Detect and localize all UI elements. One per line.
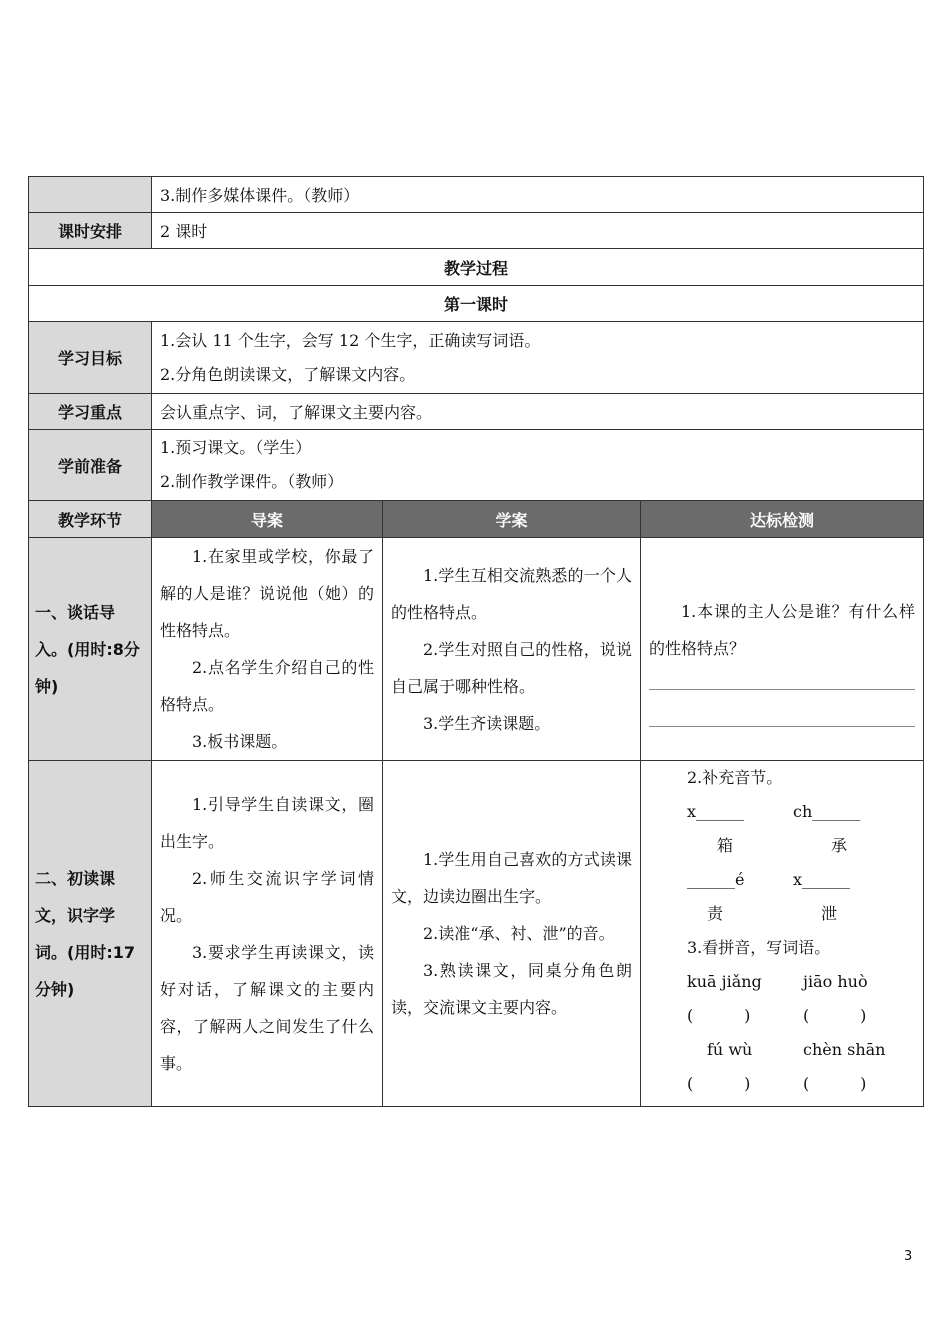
study-item: 2.学生对照自己的性格，说说自己属于哪种性格。: [391, 639, 632, 696]
char-row: [687, 829, 915, 863]
row-process-title: [29, 249, 924, 286]
guide-item: 2.点名学生介绍自己的性格特点。: [160, 658, 374, 714]
pinyin-row: [687, 1033, 915, 1067]
goal-item: 2.分角色朗读课文，了解课文内容。: [160, 364, 416, 384]
check-question: 2.补充音节。: [687, 768, 783, 787]
pinyin-row: [687, 965, 915, 999]
preparation-label: 学前准备: [29, 430, 152, 501]
lesson-plan-table: [28, 176, 924, 1107]
guide-item: 1.引导学生自读课文，圈出生字。: [160, 794, 374, 851]
row-prep-continued: [29, 177, 924, 213]
stage-1-guide: [152, 538, 383, 761]
session-title: 第一课时: [29, 286, 924, 322]
check-question: 1.本课的主人公是谁？有什么样的性格特点？: [649, 602, 915, 658]
syllable-blank: x______: [793, 870, 851, 889]
column-stage-header: 教学环节: [29, 501, 152, 538]
row-goals: [29, 322, 924, 394]
pinyin-word: kuā jiǎng: [687, 972, 762, 991]
syllable-row: [687, 795, 915, 829]
guide-item: 3.板书课题。: [192, 732, 288, 751]
pinyin-word: fú wù: [707, 1040, 753, 1059]
syllable-blank: ch______: [793, 802, 861, 821]
row-session-title: [29, 286, 924, 322]
stage-1-name: 一、谈话导入。(用时:8分钟): [29, 538, 152, 761]
syllable-row: [687, 863, 915, 897]
focus-label: 学习重点: [29, 394, 152, 430]
study-item: 1.学生互相交流熟悉的一个人的性格特点。: [391, 565, 632, 622]
answer-bracket: ( ): [803, 1074, 867, 1093]
row-stage-1: [29, 538, 924, 761]
syllable-char: 泄: [821, 904, 838, 923]
stage-2-check: [641, 761, 924, 1107]
check-question: 3.看拼音，写词语。: [687, 938, 831, 957]
schedule-label: 课时安排: [29, 213, 152, 249]
guide-item: 3.要求学生再读课文，读好对话，了解课文的主要内容，了解两人之间发生了什么事。: [160, 942, 374, 1073]
syllable-char: 箱: [717, 836, 734, 855]
answer-line: [649, 726, 915, 727]
row-preparation: [29, 430, 924, 501]
schedule-value: 2 课时: [152, 213, 924, 249]
page-number: 3: [904, 1249, 913, 1264]
stage-1-study: [383, 538, 641, 761]
stage-1-check: [641, 538, 924, 761]
focus-value: 会认重点字、词，了解课文主要内容。: [152, 394, 924, 430]
stage-2-study: [383, 761, 641, 1107]
study-item: 3.学生齐读课题。: [423, 713, 551, 733]
guide-item: 1.在家里或学校，你最了解的人是谁？说说他（她）的性格特点。: [160, 547, 374, 640]
syllable-char: 责: [707, 904, 724, 923]
study-item: 2.读准“承、衬、泄”的音。: [423, 924, 615, 943]
column-guide-header: 导案: [152, 501, 383, 538]
preparation-cell: [152, 430, 924, 501]
syllable-char: 承: [831, 836, 848, 855]
row-focus: [29, 394, 924, 430]
study-item: 1.学生用自己喜欢的方式读课文，边读边圈出生字。: [391, 850, 632, 906]
pinyin-word: chèn shān: [803, 1040, 886, 1059]
answer-row: [687, 999, 915, 1033]
row-column-headers: [29, 501, 924, 538]
goals-cell: [152, 322, 924, 394]
pinyin-word: jiāo huò: [803, 972, 868, 991]
syllable-blank: ______é: [687, 870, 745, 889]
answer-line: [649, 689, 915, 690]
study-item: 3.熟读课文，同桌分角色朗读，交流课文主要内容。: [391, 961, 632, 1017]
preparation-item: 1.预习课文。（学生）: [160, 438, 312, 457]
char-row: [687, 897, 915, 931]
prep-label-cell: [29, 177, 152, 213]
answer-bracket: ( ): [803, 1006, 867, 1025]
row-stage-2: [29, 761, 924, 1107]
stage-2-name: 二、初读课文，识字学词。(用时:17分钟): [29, 761, 152, 1107]
stage-2-guide: [152, 761, 383, 1107]
column-check-header: 达标检测: [641, 501, 924, 538]
goal-item: 1.会认 11 个生字，会写 12 个生字，正确读写词语。: [160, 330, 541, 350]
process-title: 教学过程: [29, 249, 924, 286]
answer-bracket: ( ): [687, 1006, 751, 1025]
answer-bracket: ( ): [687, 1074, 751, 1093]
column-study-header: 学案: [383, 501, 641, 538]
guide-item: 2.师生交流识字学词情况。: [160, 868, 374, 925]
syllable-blank: x______: [687, 802, 745, 821]
row-schedule: [29, 213, 924, 249]
answer-row: [687, 1067, 915, 1101]
prep-continued-text: 3.制作多媒体课件。（教师）: [152, 177, 924, 213]
preparation-item: 2.制作教学课件。（教师）: [160, 472, 344, 491]
goals-label: 学习目标: [29, 322, 152, 394]
